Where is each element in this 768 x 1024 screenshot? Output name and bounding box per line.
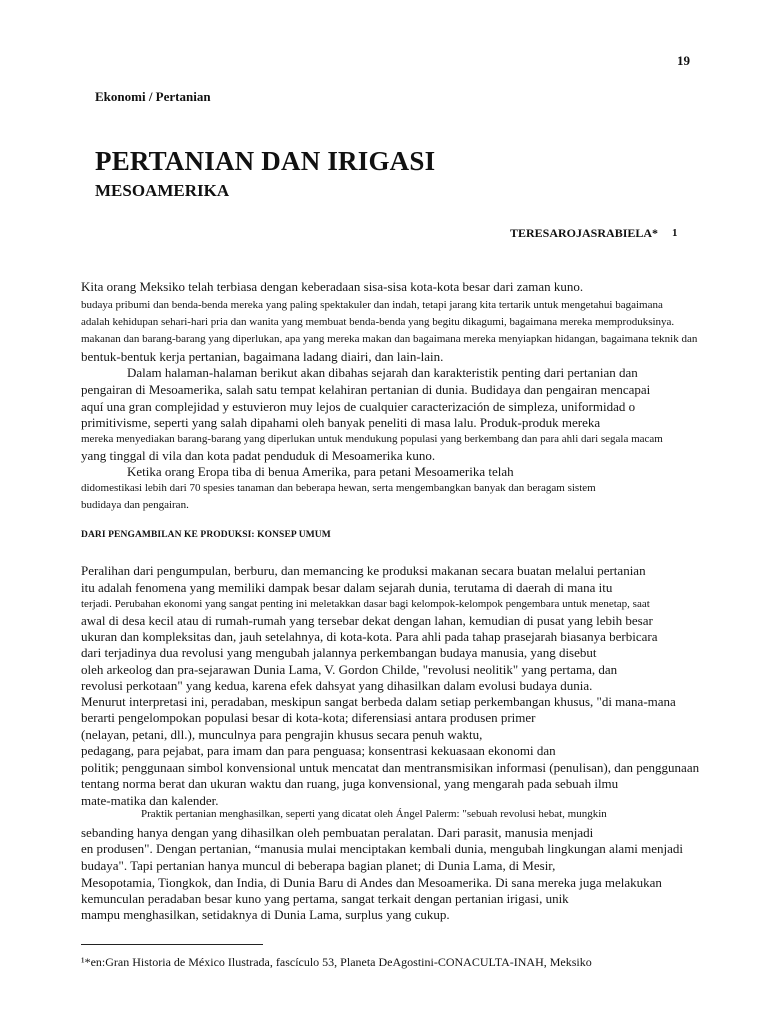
- page-number: 19: [677, 53, 690, 68]
- body-line: budidaya dan pengairan.: [81, 499, 189, 511]
- body-line: budaya". Tapi pertanian hanya muncul di beberapa bagian planet; di Dunia Lama, di Mesir,: [81, 858, 556, 873]
- body-line: primitivisme, seperti yang salah dipahami oleh banyak peneliti di masa lalu. Produk-produk mereka: [81, 415, 601, 430]
- body-line: didomestikasi lebih dari 70 spesies tanaman dan beberapa hewan, serta mengembangkan banyak dan beragam sistem: [81, 482, 596, 494]
- body-line: mereka menyediakan barang-barang yang diperlukan untuk mendukung populasi yang berkembang dan para ahli dari segala macam: [81, 433, 663, 445]
- body-line: (nelayan, petani, dll.), munculnya para pengrajin khusus secara penuh waktu,: [81, 727, 483, 742]
- body-line: itu adalah fenomena yang memiliki dampak besar dalam sejarah dunia, terutama di daerah di mana itu: [81, 580, 613, 595]
- section-label: Ekonomi / Pertanian: [95, 89, 211, 104]
- body-line: en produsen". Dengan pertanian, “manusia mulai menciptakan kembali dunia, mengubah lingkungan alami menjadi: [81, 841, 684, 856]
- body-line: aquí una gran complejidad y estuvieron muy lejos de cualquier caracterización de simpleza, uniformidad o: [81, 399, 636, 414]
- footnote: ¹*en:Gran Historia de México Ilustrada, fascículo 53, Planeta DeAgostini-CONACULTA-INAH, Meksiko: [81, 955, 592, 969]
- body-line: Ketika orang Eropa tiba di benua Amerika, para petani Mesoamerika telah: [127, 464, 514, 479]
- body-line: budaya pribumi dan benda-benda mereka yang paling spektakuler dan indah, tetapi jarang kita tertarik untuk mengetahui bagaimana: [81, 299, 663, 311]
- body-line: awal di desa kecil atau di rumah-rumah yang tersebar dekat dengan lahan, kemudian di pusat yang lebih besar: [81, 613, 653, 628]
- page-title: PERTANIAN DAN IRIGASI: [95, 146, 436, 176]
- body-line: Praktik pertanian menghasilkan, seperti yang dicatat oleh Ángel Palerm: "sebuah revolusi hebat, mungkin: [141, 808, 607, 820]
- body-line: revolusi perkotaan" yang kedua, karena efek dahsyat yang dihasilkan dalam evolusi budaya dunia.: [81, 678, 593, 693]
- footnote-rule: [81, 944, 263, 945]
- body-line: terjadi. Perubahan ekonomi yang sangat penting ini meletakkan dasar bagi kelompok-kelompok pengembara untuk menetap, saat: [81, 598, 650, 610]
- author: [510, 226, 678, 241]
- body-line: berarti pengelompokan populasi besar di kota-kota; diferensiasi antara produsen primer: [81, 710, 536, 725]
- body-line: sebanding hanya dengan yang dihasilkan oleh pembuatan peralatan. Dari parasit, manusia menjadi: [81, 825, 594, 840]
- body-line: Kita orang Meksiko telah terbiasa dengan keberadaan sisa-sisa kota-kota besar dari zaman kuno.: [81, 279, 584, 294]
- body-line: Mesopotamia, Tiongkok, dan India, di Dunia Baru di Andes dan Mesoamerika. Di sana mereka juga melakukan: [81, 875, 662, 890]
- body-line: mate-matika dan kalender.: [81, 793, 219, 808]
- body-line: Dalam halaman-halaman berikut akan dibahas sejarah dan karakteristik penting dari pertanian dan: [127, 365, 638, 380]
- body-line: yang tinggal di vila dan kota padat penduduk di Mesoamerika kuno.: [81, 448, 436, 463]
- author-note-mark: 1: [672, 227, 678, 239]
- body-line: tentang norma berat dan ukuran waktu dan ruang, juga konvensional, yang mengarah pada sebuah ilmu: [81, 776, 619, 791]
- body-line: Peralihan dari pengumpulan, berburu, dan memancing ke produksi makanan secara buatan melalui pertanian: [81, 563, 646, 578]
- page-subtitle: MESOAMERIKA: [95, 181, 230, 200]
- body-line: dari terjadinya dua revolusi yang mengubah jalannya perkembangan budaya manusia, yang disebut: [81, 645, 597, 660]
- body-line: pengairan di Mesoamerika, salah satu tempat kelahiran pertanian di dunia. Budidaya dan pengairan mencapai: [81, 382, 651, 397]
- body-line: politik; penggunaan simbol konvensional untuk mencatat dan mentransmisikan informasi (penulisan), dan penggunaan: [81, 760, 700, 775]
- section-heading: DARI PENGAMBILAN KE PRODUKSI: KONSEP UMUM: [81, 530, 331, 540]
- body-line: kemunculan peradaban besar kuno yang pertama, sangat terkait dengan pertanian irigasi, unik: [81, 891, 569, 906]
- body-line: adalah kehidupan sehari-hari pria dan wanita yang membuat benda-benda yang begitu dikagumi, bagaimana mereka memproduksinya.: [81, 316, 675, 328]
- body-line: bentuk-bentuk kerja pertanian, bagaimana ladang diairi, dan lain-lain.: [81, 349, 444, 364]
- author-name: TERESAROJASRABIELA*: [510, 226, 659, 240]
- body-line: pedagang, para pejabat, para imam dan para penguasa; konsentrasi kekuasaan ekonomi dan: [81, 743, 556, 758]
- body-line: Menurut interpretasi ini, peradaban, meskipun sangat berbeda dalam setiap perkembangan khusus, "di mana-mana: [81, 694, 676, 709]
- body-line: oleh arkeolog dan pra-sejarawan Dunia Lama, V. Gordon Childe, "revolusi neolitik" yang pertama, dan: [81, 662, 618, 677]
- body-line: makanan dan barang-barang yang diperlukan, apa yang mereka makan dan bagaimana mereka menyiapkan hidangan, bagaimana teknik dan: [81, 333, 698, 345]
- body-line: mampu menghasilkan, setidaknya di Dunia Lama, surplus yang cukup.: [81, 907, 450, 922]
- body-line: ukuran dan kompleksitas dan, jauh setelahnya, di kota-kota. Para ahli pada tahap prasejarah biasanya berbicara: [81, 629, 658, 644]
